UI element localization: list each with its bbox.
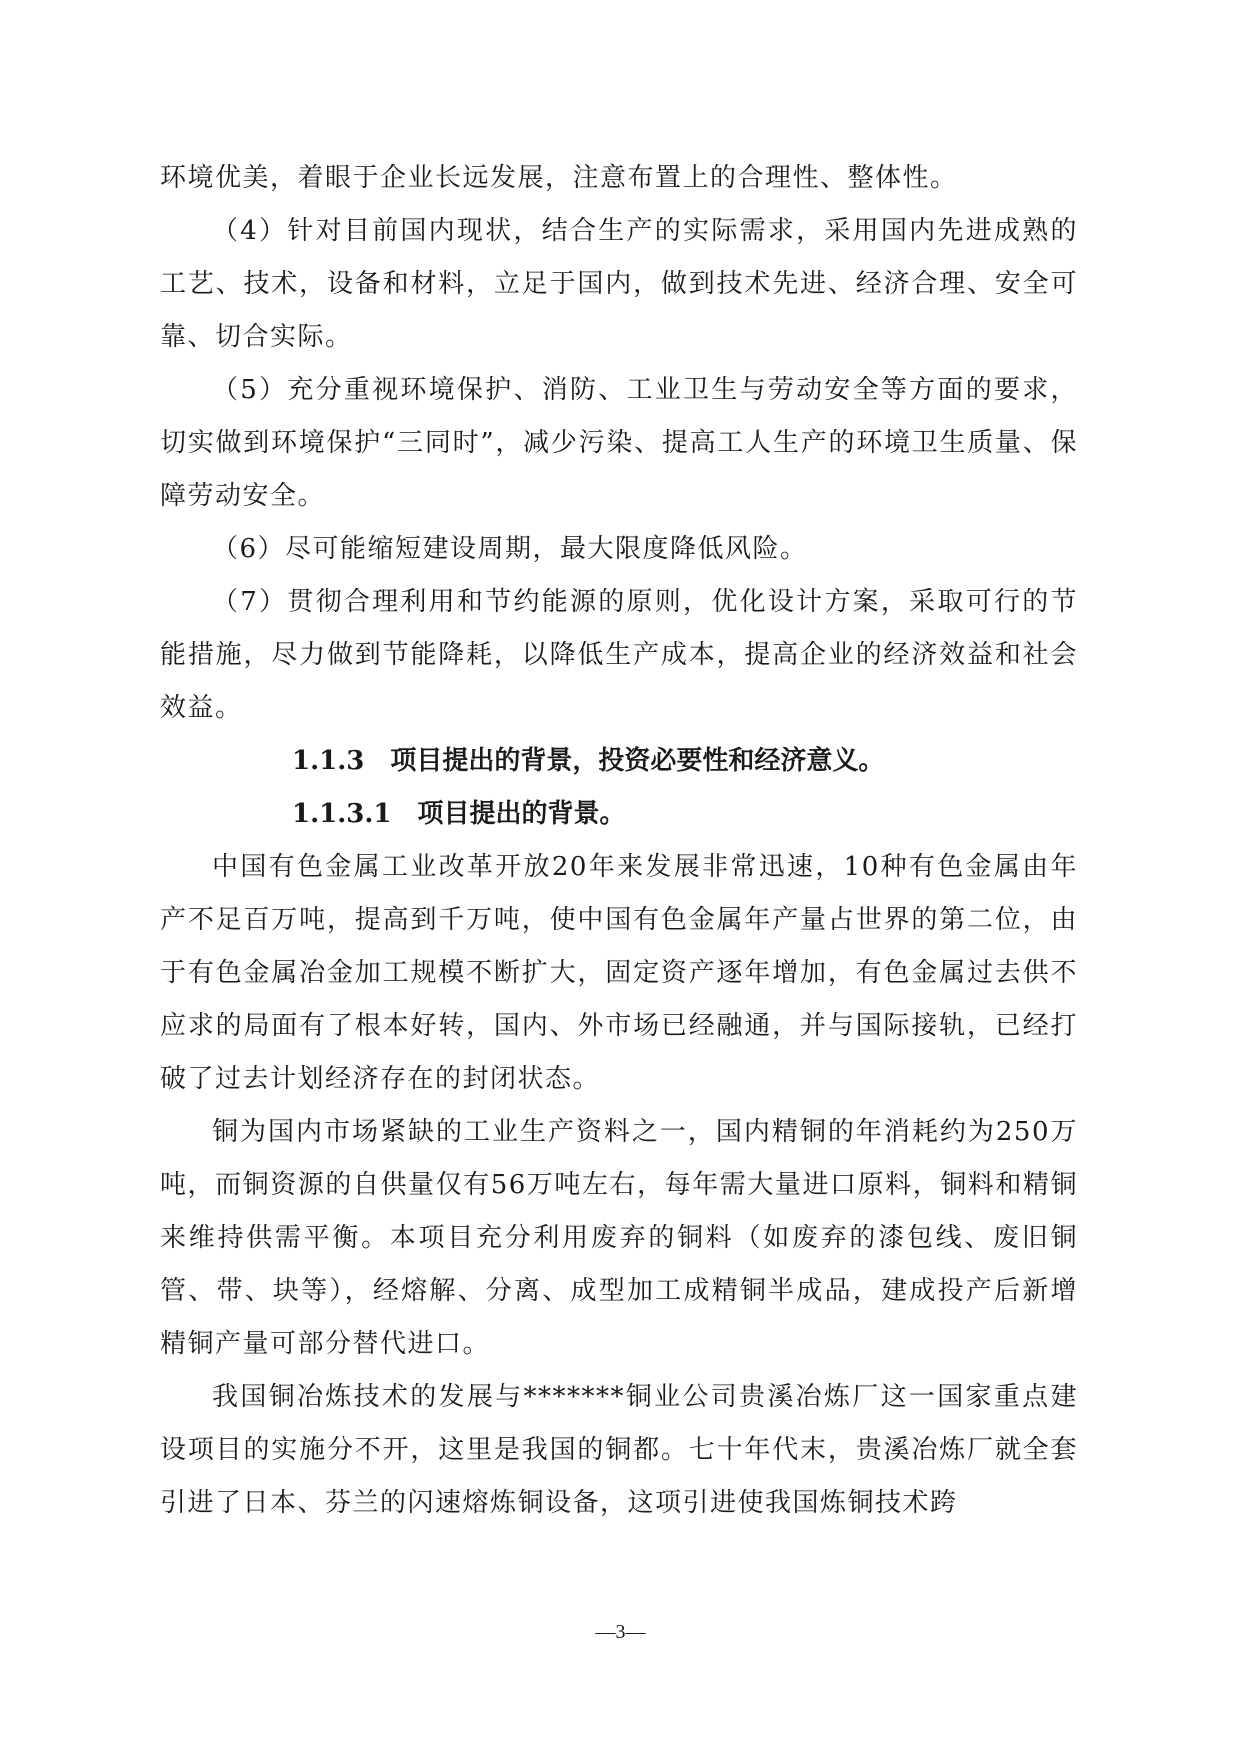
paragraph-smelting-history: 我国铜冶炼技术的发展与*******铜业公司贵溪冶炼厂这一国家重点建设项目的实施分不开，这里是我国的铜都。七十年代末，贵溪冶炼厂就全套引进了日本、芬兰的闪速熔炼铜设备，这项引进使我国炼铜技术跨 xyxy=(160,1382,1078,1518)
section-number: 1.1.3 xyxy=(292,746,365,776)
page-body xyxy=(160,152,1078,1530)
paragraph-item-6: （6）尽可能缩短建设周期，最大限度降低风险。 xyxy=(212,534,808,564)
paragraph-copper-demand: 铜为国内市场紧缺的工业生产资料之一，国内精铜的年消耗约为250万吨，而铜资源的自供量仅有56万吨左右，每年需大量进口原料，铜料和精铜来维持供需平衡。本项目充分利用废弃的铜料（如废弃的漆包线、废旧铜管、带、块等），经熔解、分离、成型加工成精铜半成品，建成投产后新增精铜产量可部分替代进口。 xyxy=(160,1117,1078,1359)
page-number: —3— xyxy=(595,1621,646,1643)
section-heading-1-1-3 xyxy=(160,735,1078,788)
subsection-number: 1.1.3.1 xyxy=(292,799,392,829)
paragraph-industry-background: 中国有色金属工业改革开放20年来发展非常迅速，10种有色金属由年产不足百万吨，提高到千万吨，使中国有色金属年产量占世界的第二位，由于有色金属冶金加工规模不断扩大，固定资产逐年增加，有色金属过去供不应求的局面有了根本好转，国内、外市场已经融通，并与国际接轨，已经打破了过去计划经济存在的封闭状态。 xyxy=(160,852,1078,1094)
subsection-title: 项目提出的背景。 xyxy=(417,799,626,829)
paragraph-item-5: （5）充分重视环境保护、消防、工业卫生与劳动安全等方面的要求，切实做到环境保护“三同时”，减少污染、提高工人生产的环境卫生质量、保障劳动安全。 xyxy=(160,375,1078,511)
paragraph-item-7: （7）贯彻合理利用和节约能源的原则，优化设计方案，采取可行的节能措施，尽力做到节能降耗，以降低生产成本，提高企业的经济效益和社会效益。 xyxy=(160,587,1078,723)
section-heading-1-1-3-1 xyxy=(160,788,1078,841)
section-title: 项目提出的背景，投资必要性和经济意义。 xyxy=(390,746,885,776)
paragraph-item-4: （4）针对目前国内现状，结合生产的实际需求，采用国内先进成熟的工艺、技术，设备和材料，立足于国内，做到技术先进、经济合理、安全可靠、切合实际。 xyxy=(160,216,1078,352)
paragraph-continuation: 环境优美，着眼于企业长远发展，注意布置上的合理性、整体性。 xyxy=(160,163,958,193)
